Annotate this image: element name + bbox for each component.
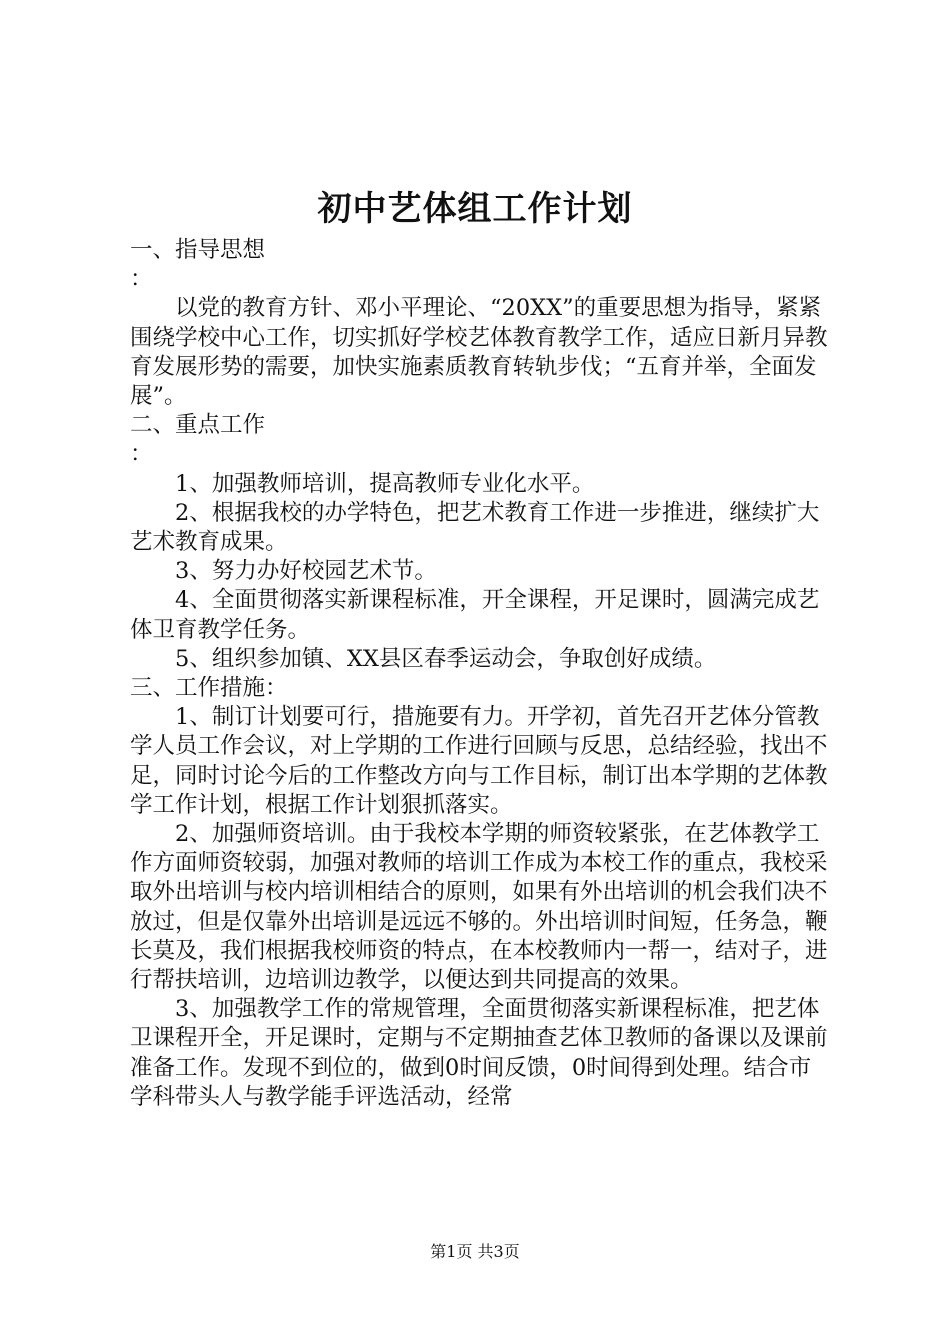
list-item: 4、全面贯彻落实新课程标准，开全课程，开足课时，圆满完成艺体卫育教学任务。: [130, 587, 820, 643]
paragraph: 以党的教育方针、邓小平理论、“20XX”的重要思想为指导，紧紧围绕学校中心工作，切实抓好学校艺体教育教学工作，适应日新月异教育发展形势的需要，加快实施素质教育转轨步伐；“五育并举，全面发展”。: [130, 295, 828, 410]
section-heading-key-work: 二、重点工作: [130, 412, 266, 439]
list-item: 2、加强师资培训。由于我校本学期的师资较紧张，在艺体教学工作方面师资较弱，加强对教师的培训工作成为本校工作的重点，我校采取外出培训与校内培训相结合的原则，如果有外出培训的机会我们决不放过，但是仅靠外出培训是远远不够的。外出培训时间短，任务急，鞭长莫及，我们根据我校师资的特点，在本校教师内一帮一，结对子，进行帮扶培训，边培训边教学，以便达到共同提高的效果。: [130, 821, 828, 994]
section-heading-guiding-ideology: 一、指导思想: [130, 237, 266, 263]
list-item: 1、制订计划要可行，措施要有力。开学初，首先召开艺体分管教学人员工作会议，对上学期的工作进行回顾与反思，总结经验，找出不足，同时讨论今后的工作整改方向与工作目标，制订出本学期的艺体教学工作计划，根据工作计划狠抓落实。: [130, 704, 828, 818]
list-item: 3、努力办好校园艺术节。: [175, 558, 437, 585]
list-item: 3、加强教学工作的常规管理，全面贯彻落实新课程标准，把艺体卫课程开全，开足课时，定期与不定期抽查艺体卫教师的备课以及课前准备工作。发现不到位的，做到0时间反馈，0时间得到处理。结合市学科带头人与教学能手评选活动，经常: [130, 996, 828, 1110]
document-body: [130, 236, 830, 1112]
list-item: 2、根据我校的办学特色，把艺术教育工作进一步推进，继续扩大艺术教育成果。: [130, 499, 820, 556]
document-title: 初中艺体组工作计划: [317, 189, 633, 229]
page-number-footer: 第1页 共3页: [430, 1242, 520, 1261]
section-heading-work-measures: 三、工作措施：: [130, 675, 288, 702]
list-item: 5、组织参加镇、XX县区春季运动会，争取创好成绩。: [175, 645, 717, 672]
list-item: 1、加强教师培训，提高教师专业化水平。: [175, 470, 595, 497]
section-colon: ：: [130, 266, 153, 293]
section-colon: ：: [130, 441, 153, 468]
